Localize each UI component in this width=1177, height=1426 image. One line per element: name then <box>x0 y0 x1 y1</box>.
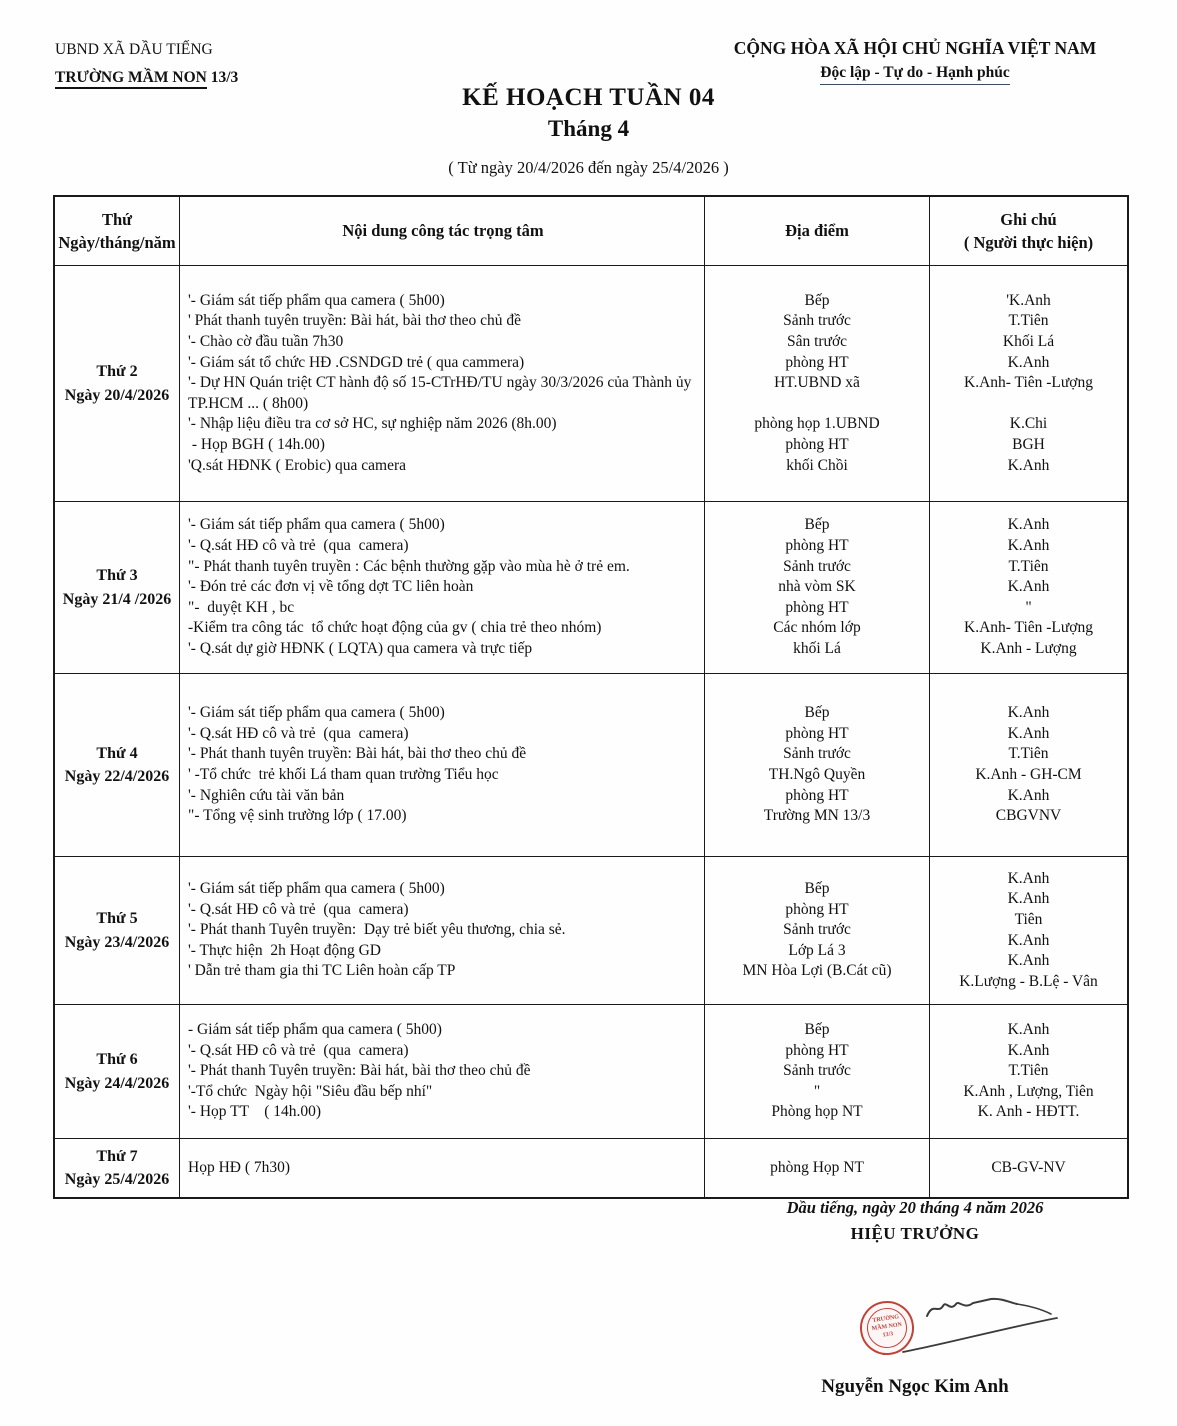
cell-note <box>930 266 1127 501</box>
note-line: " <box>1025 598 1032 616</box>
location-line: Sảnh trước <box>783 1062 851 1080</box>
org-name-line1: UBND XÃ DẦU TIẾNG <box>55 41 213 58</box>
content-line: '- Phát thanh tuyên truyền: Bài hát, bài thơ theo chủ đề <box>188 745 527 763</box>
table-row <box>55 1139 1127 1197</box>
national-motto-block <box>725 38 1105 85</box>
national-motto: Độc lập - Tự do - Hạnh phúc <box>820 64 1009 85</box>
stamp-line1: TRƯỜNG <box>872 1314 900 1325</box>
cell-day <box>55 674 180 856</box>
school-number: 13/3 <box>206 69 239 87</box>
location-line: " <box>813 1082 821 1100</box>
note-line: K.Anh - Lượng <box>980 639 1077 657</box>
header-note-line1: Ghi chú <box>1000 209 1057 229</box>
content-line: '- Giám sát tiếp phẩm qua camera ( 5h00) <box>188 704 445 722</box>
location-line: phòng HT <box>785 353 849 371</box>
day-label: Thứ 4 <box>96 744 138 762</box>
note-line: BGH <box>1012 435 1045 453</box>
title-block <box>0 84 1177 142</box>
cell-note <box>930 857 1127 1004</box>
note-line: K.Anh <box>1007 869 1050 887</box>
content-line: 'Q.sát HĐNK ( Erobic) qua camera <box>188 456 406 474</box>
location-line: TH.Ngô Quyền <box>768 766 866 783</box>
national-title: CỘNG HÒA XÃ HỘI CHỦ NGHĨA VIỆT NAM <box>733 38 1097 58</box>
location-line: Sảnh trước <box>783 745 851 763</box>
schedule-table <box>53 195 1129 1199</box>
content-line: ' -Tổ chức trẻ khối Lá tham quan trường Tiểu học <box>188 766 499 783</box>
date-label: Ngày 23/4/2026 <box>64 933 170 951</box>
stamp-line3: 13/3 <box>882 1331 894 1339</box>
location-line: phòng họp 1.UBND <box>754 415 880 433</box>
cell-note <box>930 674 1127 856</box>
content-line: '- Q.sát HĐ cô và trẻ (qua camera) <box>188 1041 409 1059</box>
day-label: Thứ 2 <box>96 363 138 381</box>
cell-content <box>180 1139 705 1197</box>
header-location-label: Địa điểm <box>785 221 849 241</box>
content-line: Họp HĐ ( 7h30) <box>188 1158 291 1176</box>
content-line: '- Chào cờ đầu tuần 7h30 <box>188 333 344 351</box>
org-block <box>55 38 238 90</box>
cell-content <box>180 1005 705 1138</box>
location-line: Trường MN 13/3 <box>763 807 871 825</box>
table-row <box>55 266 1127 502</box>
note-line: K.Anh <box>1007 931 1050 949</box>
note-line: K.Anh- Tiên -Lượng <box>964 374 1093 392</box>
signature-icon <box>885 1290 1075 1368</box>
cell-location <box>705 502 930 673</box>
header-day <box>55 197 180 265</box>
note-line: K.Anh <box>1007 353 1050 371</box>
school-name: TRƯỜNG MẦM NON <box>55 69 207 89</box>
location-line: Lớp Lá 3 <box>788 941 846 959</box>
cell-location <box>705 1139 930 1197</box>
location-line: Sảnh trước <box>783 557 851 575</box>
note-line: Khối Lá <box>1002 333 1055 351</box>
content-line: '- Giám sát tiếp phẩm qua camera ( 5h00) <box>188 291 445 309</box>
location-line: Phòng họp NT <box>771 1103 863 1121</box>
note-line: K.Anh <box>1007 1041 1050 1059</box>
day-label: Thứ 5 <box>96 910 138 928</box>
location-line: Bếp <box>804 1021 830 1039</box>
cell-day <box>55 1005 180 1138</box>
content-line: '- Q.sát HĐ cô và trẻ (qua camera) <box>188 900 409 918</box>
date-label: Ngày 22/4/2026 <box>64 768 170 785</box>
day-label: Thứ 6 <box>96 1051 138 1069</box>
cell-note <box>930 1139 1127 1197</box>
location-line: Sảnh trước <box>783 921 851 939</box>
signer-title: HIỆU TRƯỞNG <box>850 1224 980 1243</box>
date-label: Ngày 24/4/2026 <box>64 1074 170 1092</box>
table-header-row <box>55 197 1127 266</box>
location-line: phòng HT <box>785 900 849 918</box>
content-line: "- Phát thanh tuyên truyền : Các bệnh thường gặp vào mùa hè ở trẻ em. <box>188 557 630 575</box>
note-line: K.Anh , Lượng, Tiên <box>963 1082 1094 1100</box>
cell-content <box>180 857 705 1004</box>
note-line: K.Lượng - B.Lệ - Vân <box>959 972 1098 990</box>
header-content <box>180 197 705 265</box>
content-line: '- Họp TT ( 14h.00) <box>188 1103 322 1121</box>
location-line: phòng HT <box>785 724 849 742</box>
date-range: ( Từ ngày 20/4/2026 đến ngày 25/4/2026 ) <box>448 158 729 177</box>
location-line: phòng HT <box>785 537 849 555</box>
location-line: Các nhóm lớp <box>773 619 861 637</box>
note-line: T.Tiên <box>1008 557 1049 575</box>
note-line: CB-GV-NV <box>991 1158 1066 1176</box>
cell-location <box>705 674 930 856</box>
content-line: '-Tổ chức Ngày hội "Siêu đầu bếp nhí" <box>188 1082 433 1100</box>
cell-content <box>180 674 705 856</box>
content-line: '- Phát thanh Tuyên truyền: Dạy trẻ biết yêu thương, chia sẻ. <box>188 921 566 939</box>
location-line: Sảnh trước <box>783 312 851 330</box>
location-line: Bếp <box>804 880 830 898</box>
table-row <box>55 502 1127 674</box>
date-label: Ngày 21/4 /2026 <box>62 590 172 608</box>
cell-day <box>55 266 180 501</box>
header-note <box>930 197 1127 265</box>
location-line: HT.UBND xã <box>774 374 860 392</box>
note-line: K.Anh <box>1007 456 1050 474</box>
note-line: K.Anh - GH-CM <box>975 766 1082 783</box>
note-line: K.Anh <box>1007 578 1050 596</box>
note-line <box>1027 394 1031 415</box>
location-line: Bếp <box>804 704 830 722</box>
content-line: '- Giám sát tiếp phẩm qua camera ( 5h00) <box>188 516 445 534</box>
date-label: Ngày 25/4/2026 <box>64 1171 170 1188</box>
note-line: T.Tiên <box>1008 745 1049 763</box>
day-label: Thứ 3 <box>96 567 138 585</box>
note-line: K.Anh <box>1007 704 1050 722</box>
note-line: K.Anh- Tiên -Lượng <box>964 619 1093 637</box>
location-line: phòng HT <box>785 1041 849 1059</box>
header-location <box>705 197 930 265</box>
location-line: nhà vòm SK <box>778 578 856 596</box>
note-line: T.Tiên <box>1008 1062 1049 1080</box>
location-line: phòng HT <box>785 786 849 804</box>
content-line: '- Nghiên cứu tài văn bản <box>188 786 345 804</box>
stamp-line2: MẦM NON <box>871 1322 903 1333</box>
table-row <box>55 674 1127 857</box>
note-line: K.Chi <box>1009 415 1048 433</box>
content-line: - Họp BGH ( 14h.00) <box>188 435 325 453</box>
location-line: MN Hòa Lợi (B.Cát cũ) <box>742 962 892 980</box>
content-line: '- Q.sát HĐ cô và trẻ (qua camera) <box>188 724 409 742</box>
location-line: khối Lá <box>793 639 841 657</box>
note-line: K.Anh <box>1007 1021 1050 1039</box>
location-line: Bếp <box>804 516 830 534</box>
header-content-label: Nội dung công tác trọng tâm <box>342 221 544 241</box>
table-rows <box>55 266 1127 1197</box>
content-line: ' Dẫn trẻ tham gia thi TC Liên hoàn cấp TP <box>188 962 456 980</box>
note-line: T.Tiên <box>1008 312 1049 330</box>
content-line: '- Q.sát HĐ cô và trẻ (qua camera) <box>188 537 409 555</box>
note-line: K.Anh <box>1007 724 1050 742</box>
day-label: Thứ 7 <box>96 1147 138 1165</box>
page-subtitle-month: Tháng 4 <box>547 116 630 141</box>
note-line: Tiên <box>1014 910 1043 928</box>
location-line <box>815 394 819 415</box>
page-title: KẾ HOẠCH TUẦN 04 <box>462 84 715 111</box>
note-line: 'K.Anh <box>1006 291 1051 309</box>
header-day-line1: Thứ <box>101 209 133 229</box>
cell-day <box>55 857 180 1004</box>
cell-day <box>55 1139 180 1197</box>
content-line: '- Giám sát tiếp phẩm qua camera ( 5h00) <box>188 880 445 898</box>
cell-note <box>930 502 1127 673</box>
date-label: Ngày 20/4/2026 <box>64 386 170 404</box>
cell-content <box>180 266 705 501</box>
location-line: phòng HT <box>785 598 849 616</box>
content-line: '- Giám sát tổ chức HĐ .CSNDGD trẻ ( qua cammera) <box>188 353 525 371</box>
content-line: '- Nhập liệu điều tra cơ sở HC, sự nghiệp năm 2026 (8h.00) <box>188 415 557 433</box>
table-row <box>55 1005 1127 1139</box>
location-line: phòng Họp NT <box>770 1158 864 1176</box>
content-line: TP.HCM ... ( 8h00) <box>188 394 309 412</box>
header-note-line2: ( Người thực hiện) <box>963 233 1094 252</box>
table-row <box>55 857 1127 1005</box>
content-line: ' Phát thanh tuyên truyền: Bài hát, bài thơ theo chủ đề <box>188 312 521 330</box>
cell-note <box>930 1005 1127 1138</box>
signer-name: Nguyễn Ngọc Kim Anh <box>821 1376 1009 1397</box>
location-line: Sân trước <box>786 333 848 351</box>
cell-location <box>705 266 930 501</box>
content-line: '- Q.sát dự giờ HĐNK ( LQTA) qua camera và trực tiếp <box>188 639 533 657</box>
location-line: phòng HT <box>785 435 849 453</box>
content-line: -Kiểm tra công tác tổ chức hoạt động của gv ( chia trẻ theo nhóm) <box>188 619 602 637</box>
header-day-line2: Ngày/tháng/năm <box>58 233 176 252</box>
content-line: - Giám sát tiếp phẩm qua camera ( 5h00) <box>188 1021 442 1039</box>
location-line: khối Chồi <box>786 456 848 474</box>
content-line: '- Phát thanh Tuyên truyền: Bài hát, bài thơ theo chủ đề <box>188 1062 531 1080</box>
cell-content <box>180 502 705 673</box>
note-line: CBGVNV <box>995 807 1062 825</box>
cell-location <box>705 1005 930 1138</box>
content-line: "- Tổng vệ sinh trường lớp ( 17.00) <box>188 807 407 825</box>
content-line: "- duyệt KH , bc <box>188 598 295 616</box>
note-line: K.Anh <box>1007 890 1050 908</box>
note-line: K.Anh <box>1007 952 1050 970</box>
content-line: '- Dự HN Quán triệt CT hành độ số 15-CTrHĐ/TU ngày 30/3/2026 của Thành ủy <box>188 374 692 392</box>
note-line: K.Anh <box>1007 516 1050 534</box>
note-line: K.Anh <box>1007 786 1050 804</box>
signing-date: Dầu tiếng, ngày 20 tháng 4 năm 2026 <box>786 1198 1044 1217</box>
cell-location <box>705 857 930 1004</box>
location-line: Bếp <box>804 291 830 309</box>
note-line: K. Anh - HĐTT. <box>977 1103 1080 1121</box>
note-line: K.Anh <box>1007 537 1050 555</box>
cell-day <box>55 502 180 673</box>
content-line: '- Đón trẻ các đơn vị về tổng dợt TC liên hoàn <box>188 578 474 596</box>
content-line: '- Thực hiện 2h Hoạt động GD <box>188 941 382 959</box>
